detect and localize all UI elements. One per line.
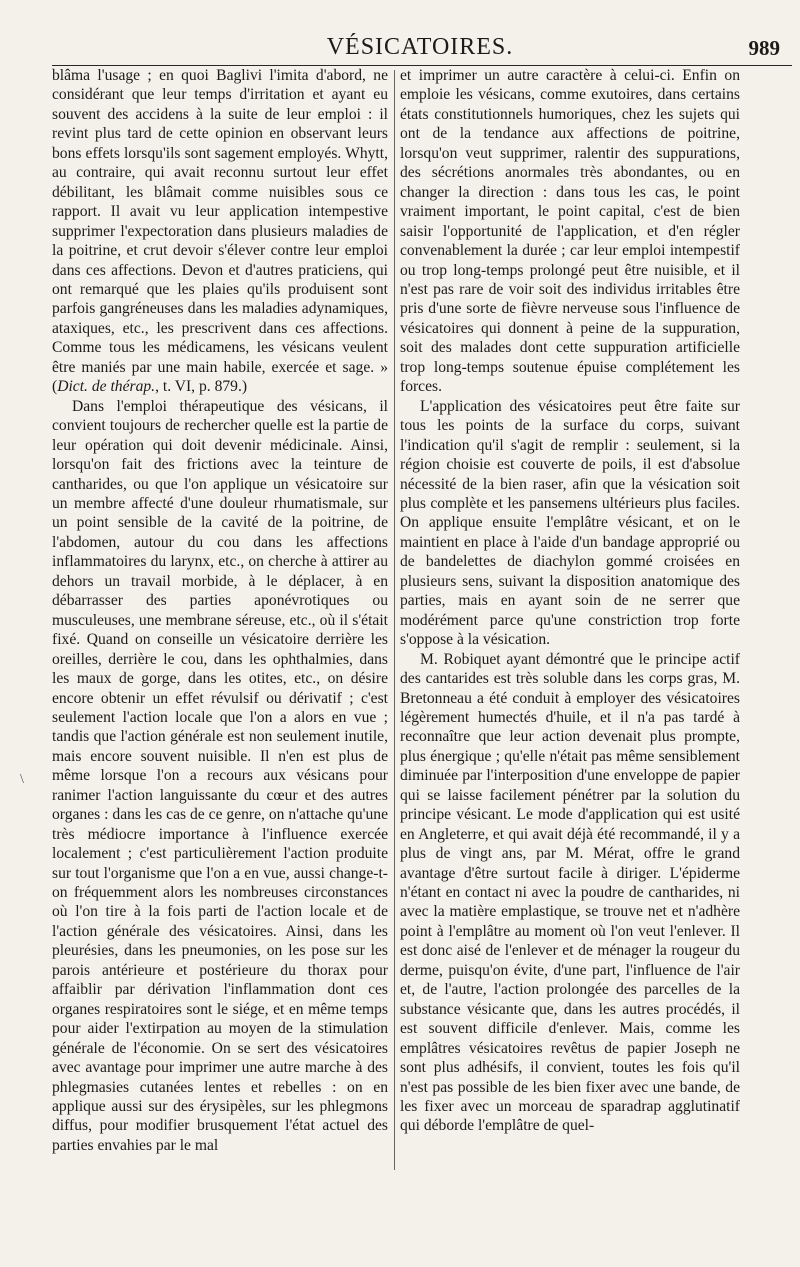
margin-mark: \	[20, 772, 24, 787]
left-paragraph-1-text: blâma l'usage ; en quoi Baglivi l'imita d'abord, ne considérant que leur temps d'irritation et ayant eu souvent des accidens à la suite de leur emploi : il revint plus tard de cette opinion en observant leurs bons effets lorsqu'ils sont sagement employés. Whytt, au contraire, qui avait reconnu surtout leur effet débilitant, les blâmait comme nuisibles sous ce rapport. Il avait vu leur application intempestive supprimer l'expectoration dans plusieurs maladies de la poitrine, et crut devoir s'élever contre leur emploi dans ces affections. Devon et d'autres praticiens, qui ont remarqué que les plaies qu'ils produisent sont parfois gangréneuses dans les maladies adynamiques, ataxiques, etc., les prescrivent dans ces affections. Comme tous les médicamens, les vésicans veulent être maniés par une main habile, exercée et sage. »	[52, 67, 388, 376]
right-paragraph-3: M. Robiquet ayant démontré que le principe actif des cantarides est très soluble dans les corps gras, M. Bretonneau a été conduit à employer des vésicatoires légèrement humectés d'huile, et il n'a pas tardé à reconnaître que leur action devenait plus prompte, plus énergique ; qu'elle n'était pas même sensiblement diminuée par l'interposition d'une enveloppe de papier qui se laisse facilement pénétrer par la solution du principe vésicant. Le mode d'application qui est usité en Angleterre, et qui avait déjà été recommandé, il y a plus de vingt ans, par M. Mérat, offre le grand avantage d'être surtout facile à diriger. L'épiderme n'étant en contact ni avec la poudre de cantharides, ni avec la matière emplastique, se trouve net et n'adhère point à l'emplâtre au moment où l'on veut l'enlever. Il est donc aisé de l'enlever et de ménager la rougeur du derme, puisqu'on évite, d'une part, l'influence de l'air et, de l'autre, l'action prolongée des parcelles de la substance vésicante que, dans les autres procédés, il est souvent difficile d'enlever. Mais, comme les emplâtres vésicatoires revêtus de papier Joseph ne sont plus adhésifs, il convient, toutes les fois qu'il n'est pas possible de les bien fixer avec une bande, de les fixer avec un morceau de sparadrap agglutinatif qui déborde l'emplâtre de quel-	[400, 650, 740, 1135]
column-divider	[394, 70, 395, 1170]
left-column	[52, 66, 388, 1155]
page-title: VÉSICATOIRES.	[326, 34, 514, 60]
running-header	[52, 34, 788, 64]
right-column	[400, 66, 740, 1136]
right-paragraph-2: L'application des vésicatoires peut être faite sur tous les points de la surface du corps, suivant l'indication qu'il s'agit de remplir : seulement, si la région choisie est couverte de poils, il est d'absolue nécessité de la bien raser, afin que la vésication soit plus complète et les pansemens ultérieurs plus faciles. On applique ensuite l'emplâtre vésicant, et on le maintient en place à l'aide d'un bandage approprié ou de bandelettes de diachylon gommé croisées en plusieurs sens, suivant la disposition anatomique des parties, mais en ayant soin de ne serrer que modérément parce qu'une constriction trop forte s'oppose à la vésication.	[400, 397, 740, 649]
citation-title: Dict. de thérap.	[57, 378, 156, 396]
citation-details: , t. VI, p. 879.)	[155, 378, 248, 396]
page-number: 989	[748, 36, 780, 60]
left-paragraph-1: blâma l'usage ; en quoi Baglivi l'imita d'abord, ne considérant que leur temps d'irritation et ayant eu souvent des accidens à la suite de leur emploi : il revint plus tard de cette opinion en observant leurs bons effets lorsqu'ils sont sagement employés. Whytt, au contraire, qui avait reconnu surtout leur effet débilitant, les blâmait comme nuisibles sous ce rapport. Il avait vu leur application intempestive supprimer l'expectoration dans plusieurs maladies de la poitrine, et crut devoir s'élever contre leur emploi dans ces affections. Devon et d'autres praticiens, qui ont remarqué que les plaies qu'ils produisent sont parfois gangréneuses dans les maladies adynamiques, ataxiques, etc., les prescrivent dans ces affections. Comme tous les médicamens, les vésicans veulent être maniés par une main habile, exercée et sage. » (Dict. de thérap., t. VI, p. 879.)	[52, 67, 388, 396]
left-paragraph-2: Dans l'emploi thérapeutique des vésicans, il convient toujours de rechercher quelle est la partie de leur opération qui doit devenir médicinale. Ainsi, lorsqu'on fait des frictions avec la teinture de cantharides, ou que l'on applique un vésicatoire sur un membre affecté d'une douleur rhumatismale, sur un point sensible de la cavité de la poitrine, de l'abdomen, autour du cou dans les affections inflammatoires du larynx, etc., on cherche à attirer au dehors un travail morbide, à le déplacer, à en débarrasser des parties aponévrotiques ou musculeuses, une membrane séreuse, etc., où il s'était fixé. Quand on conseille un vésicatoire derrière les oreilles, derrière le cou, dans les ophthalmies, dans les maux de gorge, dans les otites, etc., on désire encore obtenir un effet révulsif ou dérivatif ; c'est seulement l'action locale que l'on a alors en vue ; tandis que l'action générale est non seulement inutile, mais encore souvent nuisible. Il n'en est plus de même lorsque l'on a recours aux vésicans pour ranimer l'action languissante du cœur et des autres organes : dans les cas de ce genre, on n'attache qu'une très médiocre importance à l'influence exercée localement ; c'est particulièrement l'action produite sur tout l'organisme que l'on a en vue, aussi change-t-on fréquemment alors les nombreuses circonstances où l'on tire à la fois parti de l'action locale et de l'action générale des vésicatoires. Ainsi, dans les pleurésies, dans les pneumonies, on les pose sur les parois antérieure et postérieure du thorax pour affaiblir par dérivation l'inflammation dont ces organes respiratoires sont le siége, et en même temps pour aider l'extirpation au moyen de la stimulation générale de l'économie. On se sert des vésicatoires avec avantage pour imprimer une autre marche à des phlegmasies cutanées lentes et rebelles : on en applique aussi sur des érysipèles, sur les phlegmons diffus, pour modifier brusquement l'état actuel des parties envahies par le mal	[52, 397, 388, 1154]
right-paragraph-1: et imprimer un autre caractère à celui-ci. Enfin on emploie les vésicans, comme exutoires, dans certains états constitutionnels humoriques, chez les sujets qui ont de la tendance aux affections de poitrine, lorsqu'on veut supprimer, ralentir des suppurations, des sécrétions anormales très abondantes, ou en changer la direction : dans tous les cas, le point vraiment important, le point capital, c'est de bien saisir l'opportunité de l'application, et d'en régler convenablement la durée ; car leur emploi intempestif ou trop long-temps prolongé peut être nuisible, et il n'est pas rare de voir soit des individus irritables être pris d'une sorte de fièvre nerveuse sous l'influence de vésicatoires qui donnent à peine de la suppuration, soit des malades dont cette suppuration artificielle trop long-temps soutenue épuise complétement les forces.	[400, 67, 740, 396]
